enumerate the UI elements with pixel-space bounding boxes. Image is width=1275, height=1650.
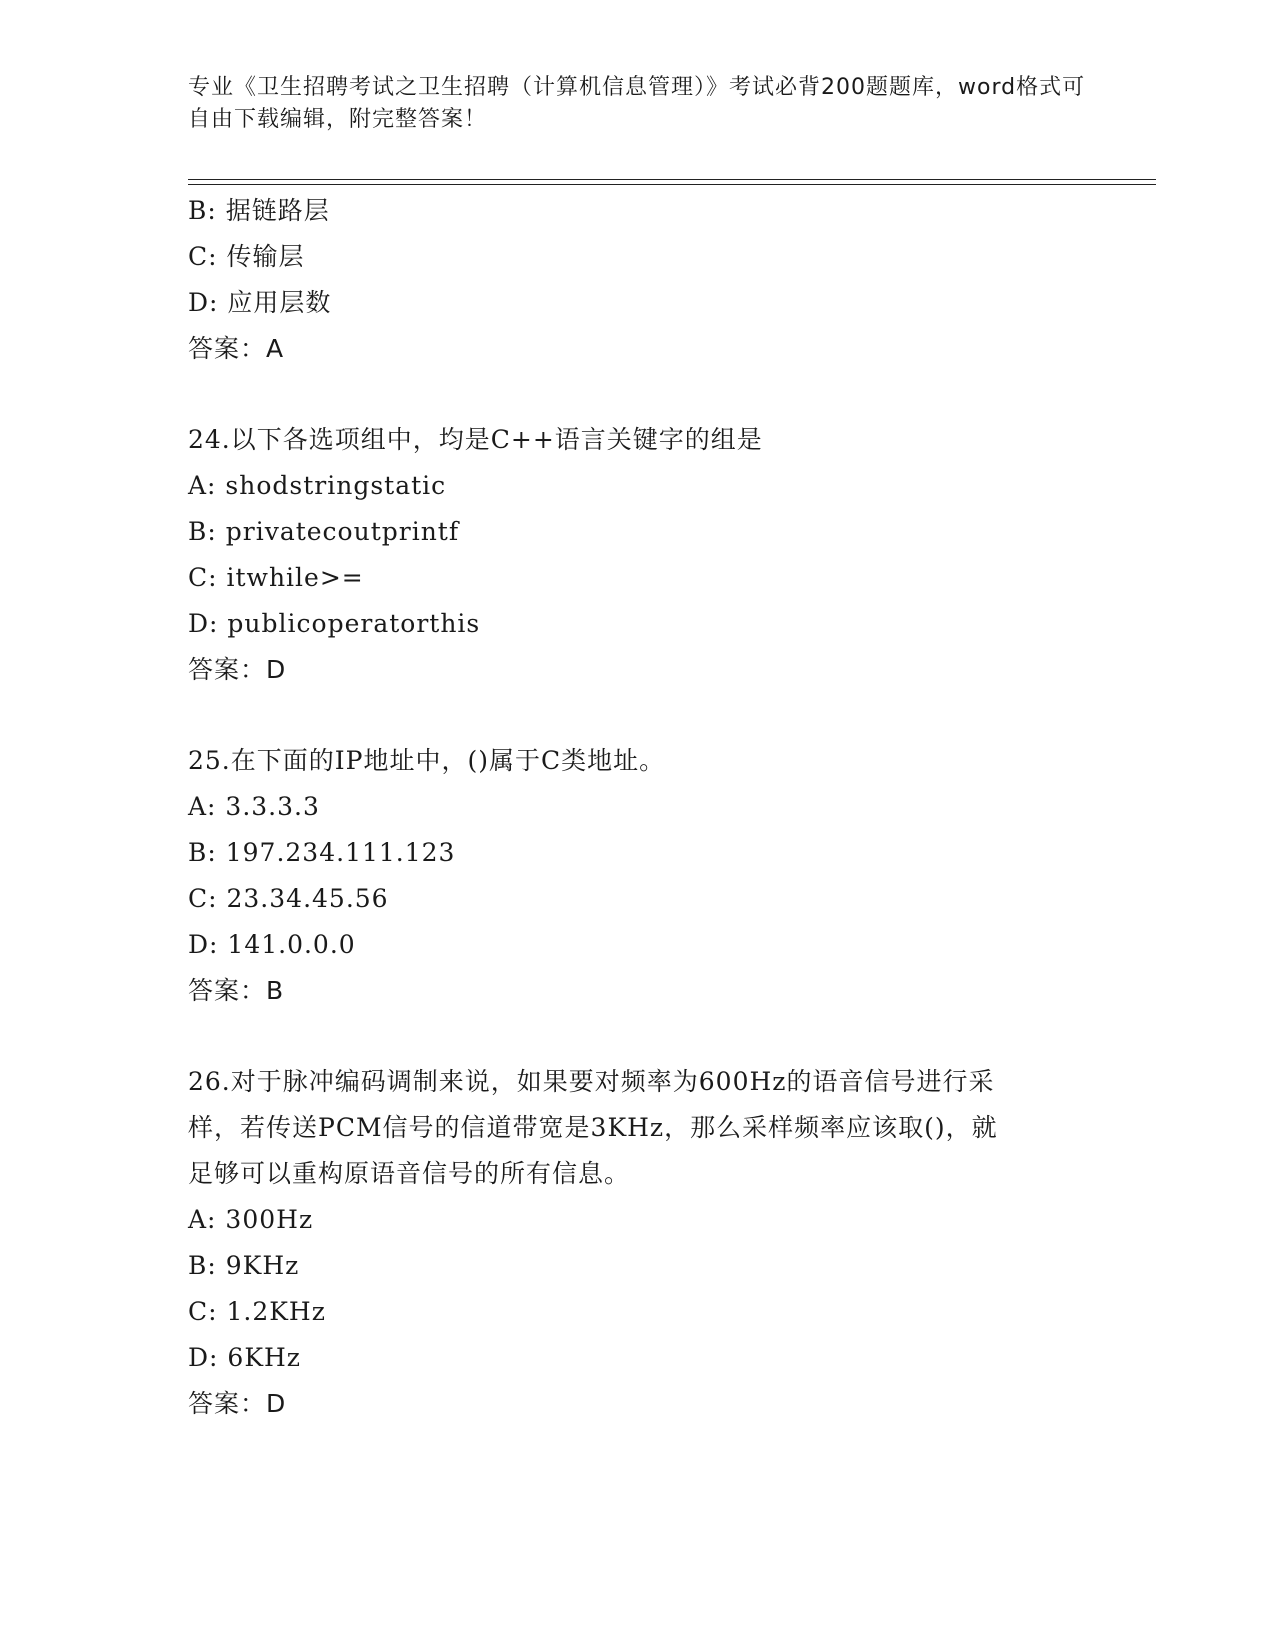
partial-question: [188, 188, 1088, 372]
option-a: A: 3.3.3.3: [188, 792, 320, 821]
document-header: 专业《卫生招聘考试之卫生招聘（计算机信息管理）》考试必背200题题库，word格式可自由下载编辑，附完整答案！: [188, 75, 1086, 132]
question-text: 24.以下各选项组中，均是C++语言关键字的组是: [188, 425, 763, 454]
answer-line: 答案：D: [188, 655, 287, 684]
option-a: A: shodstringstatic: [188, 471, 447, 500]
question-text-line-2: 样，若传送PCM信号的信道带宽是3KHz，那么采样频率应该取()，就: [188, 1113, 998, 1142]
option-c: C: itwhile>=: [188, 563, 364, 592]
spacer: [188, 372, 1088, 417]
option-a: A: 300Hz: [188, 1205, 314, 1234]
question-text: 25.在下面的IP地址中，()属于C类地址。: [188, 746, 666, 775]
question-24: [188, 417, 1088, 693]
question-text-line-1: 26.对于脉冲编码调制来说，如果要对频率为600Hz的语音信号进行采: [188, 1067, 995, 1096]
answer-line: 答案：A: [188, 334, 285, 363]
question-25: [188, 738, 1088, 1014]
question-26: [188, 1059, 1088, 1427]
question-text-line-3: 足够可以重构原语音信号的所有信息。: [188, 1159, 631, 1188]
answer-line: 答案：D: [188, 1389, 287, 1418]
option-d: D: 6KHz: [188, 1343, 301, 1372]
option-b: B: 9KHz: [188, 1251, 300, 1280]
spacer: [188, 693, 1088, 738]
option-b: B: 据链路层: [188, 196, 330, 225]
option-b: B: 197.234.111.123: [188, 838, 456, 867]
option-c: C: 传输层: [188, 242, 305, 271]
document-body: [188, 188, 1088, 1427]
header-rule-bottom: [188, 184, 1156, 185]
option-d: D: 141.0.0.0: [188, 930, 356, 959]
option-c: C: 23.34.45.56: [188, 884, 389, 913]
answer-line: 答案：B: [188, 976, 285, 1005]
option-d: D: 应用层数: [188, 288, 332, 317]
spacer: [188, 1014, 1088, 1059]
option-b: B: privatecoutprintf: [188, 517, 460, 546]
header-rule-top: [188, 179, 1156, 180]
option-d: D: publicoperatorthis: [188, 609, 481, 638]
option-c: C: 1.2KHz: [188, 1297, 326, 1326]
